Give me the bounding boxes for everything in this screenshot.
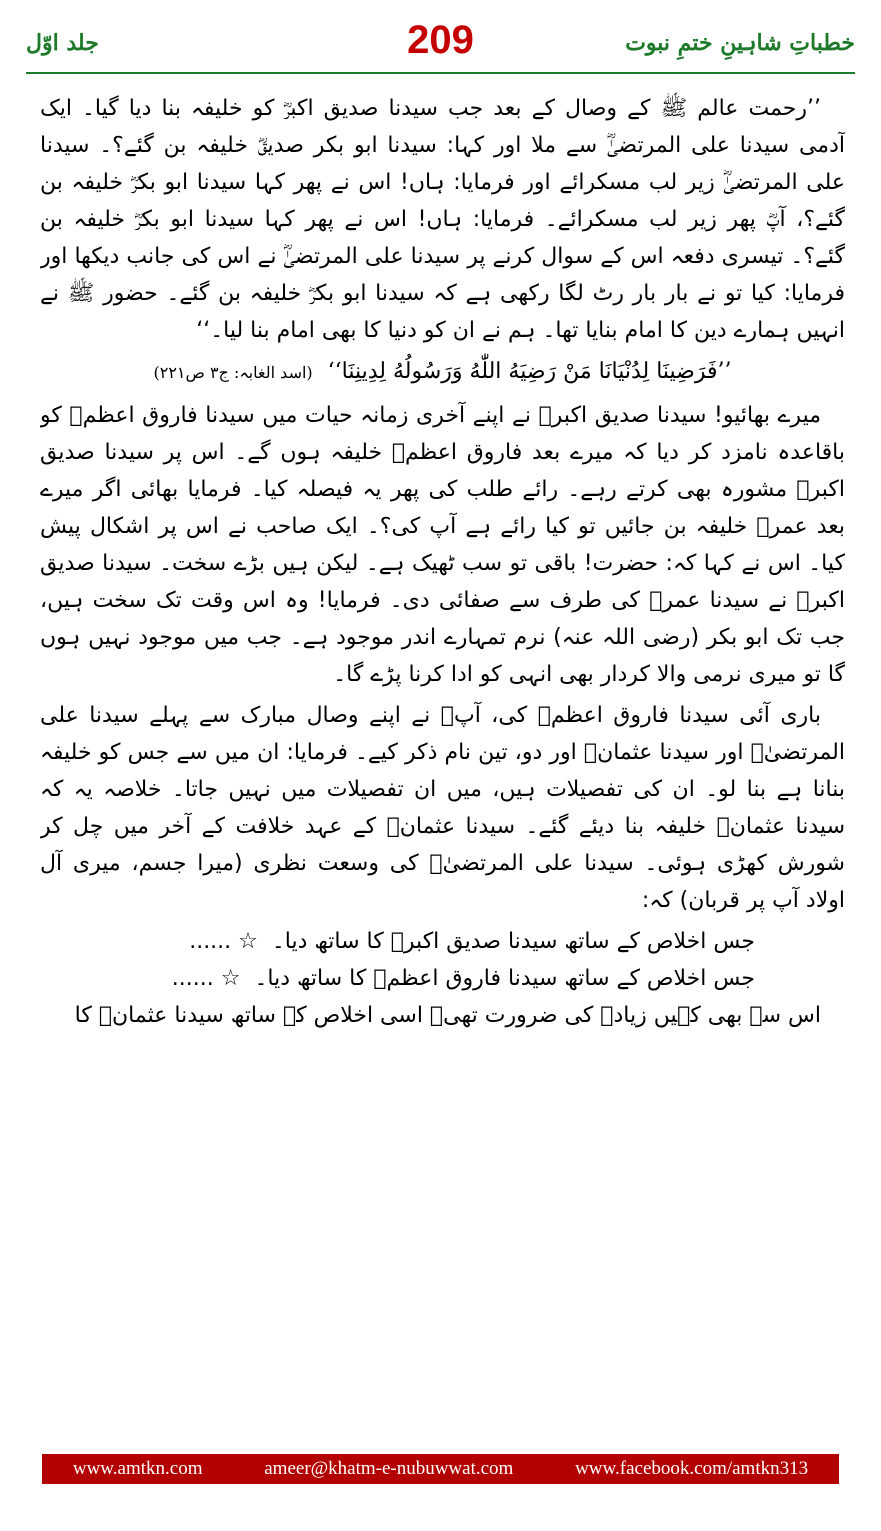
bullet-text: جس اخلاص کے ساتھ سیدنا فاروق اعظمؓ کا ساتھ دیا۔ xyxy=(254,966,755,991)
footer-website[interactable]: www.amtkn.com xyxy=(72,1458,203,1479)
closing-line: اس سے بھی کہیں زیادہ کی ضرورت تھی۔ اسی اخلاص کے ساتھ سیدنا عثمانؓ کا xyxy=(74,1003,821,1028)
paragraph-3: باری آئی سیدنا فاروق اعظمؓ کی، آپؓ نے اپنے وصال مبارک سے پہلے سیدنا علی المرتضیٰؓ اور سیدنا عثمانؓ اور دو، تین نام ذکر کیے۔ فرمایا: ان میں سے جس کو خلیفہ بنانا ہے بنا لو۔ ان کی تفصیلات ہیں، میں ان تفصیلات میں نہیں جاتا۔ خلاصہ یہ کہ سیدنا عثمانؓ خلیفہ بنا دیئے گئے۔ سیدنا عثمانؓ کے عہد خلافت کے آخر میں چل کر شورش کھڑی ہوئی۔ سیدنا علی المرتضیٰؓ کی وسعت نظری (میرا جسم، میری آل اولاد آپ پر قربان) کہ: xyxy=(40,703,845,913)
paragraph-1: ’’رحمت عالم ﷺ کے وصال کے بعد جب سیدنا صدیق اکبرؓ کو خلیفہ بنا دیا گیا۔ ایک آدمی سیدنا علی المرتضیٰؓ سے ملا اور کہا: سیدنا ابو بکر صدیقؓ خلیفہ بن گئے؟۔ سیدنا علی المرتضیٰؓ زیر لب مسکرائے اور فرمایا: ہاں! اس نے پھر کہا سیدنا ابو بکرؓ خلیفہ بن گئے؟، آپؓ پھر زیر لب مسکرائے۔ فرمایا: ہاں! اس نے پھر کہا سیدنا ابو بکرؓ خلیفہ بن گئے؟۔ تیسری دفعہ اس کے سوال کرنے پر سیدنا علی المرتضیٰؓ نے اس کی جانب دیکھا اور فرمایا: کیا تو نے بار بار رٹ لگا رکھی ہے کہ سیدنا ابو بکرؓ خلیفہ بن گئے۔ حضور ﷺ نے انہیں ہمارے دین کا امام بنایا تھا۔ ہم نے ان کو دنیا کا بھی امام بنا لیا۔‘‘ xyxy=(40,96,845,343)
arabic-quote: ’’فَرَضِينَا لِدُنْيَانَا مَنْ رَضِيَهُ اللّٰهُ وَرَسُولُهُ لِدِينِنَا‘‘ xyxy=(327,359,732,384)
arabic-quote-block xyxy=(40,353,845,391)
star-icon: ☆ ...... xyxy=(189,929,258,954)
bullet-item xyxy=(40,960,755,997)
page-header xyxy=(26,18,855,68)
page-body xyxy=(40,90,845,1440)
volume-label: جلد اوّل xyxy=(26,30,99,56)
bullet-text: جس اخلاص کے ساتھ سیدنا صدیق اکبرؓ کا ساتھ دیا۔ xyxy=(271,929,755,954)
arabic-reference: (اسد الغابہ: ج۳ ص۲۲۱) xyxy=(153,363,313,382)
header-rule xyxy=(26,72,855,74)
footer-email[interactable]: ameer@khatm-e-nubuwwat.com xyxy=(264,1458,514,1479)
bullet-item xyxy=(40,923,755,960)
paragraph-2: میرے بھائیو! سیدنا صدیق اکبرؓ نے اپنے آخری زمانہ حیات میں سیدنا فاروق اعظمؓ کو باقاعدہ نامزد کر دیا کہ میرے بعد فاروق اعظمؓ خلیفہ ہوں گے۔ اس پر سیدنا صدیق اکبرؓ مشورہ بھی کرتے رہے۔ رائے طلب کی پھر یہ فیصلہ کیا۔ فرمایا بھائی اگر میرے بعد عمرؓ خلیفہ بن جائیں تو کیا رائے ہے آپ کی؟۔ ایک صاحب نے اس پر اشکال پیش کیا۔ اس نے کہا کہ: حضرت! باقی تو سب ٹھیک ہے۔ لیکن ہیں بڑے سخت۔ سیدنا صدیق اکبرؓ نے سیدنا عمرؓ کی طرف سے صفائی دی۔ فرمایا! وہ اس وقت تک سخت ہیں، جب تک ابو بکر (رضی اللہ عنہ) نرم تمہارے اندر موجود ہے۔ جب میں موجود نہیں ہوں گا تو میری نرمی والا کردار بھی انہی کو ادا کرنا پڑے گا۔ xyxy=(40,403,845,687)
book-title: خطباتِ شاہینِ ختمِ نبوت xyxy=(625,30,855,56)
page-footer xyxy=(42,1454,839,1484)
star-icon: ☆ ...... xyxy=(171,966,241,991)
page-number: 209 xyxy=(407,18,474,62)
footer-facebook[interactable]: www.facebook.com/amtkn313 xyxy=(575,1458,809,1479)
